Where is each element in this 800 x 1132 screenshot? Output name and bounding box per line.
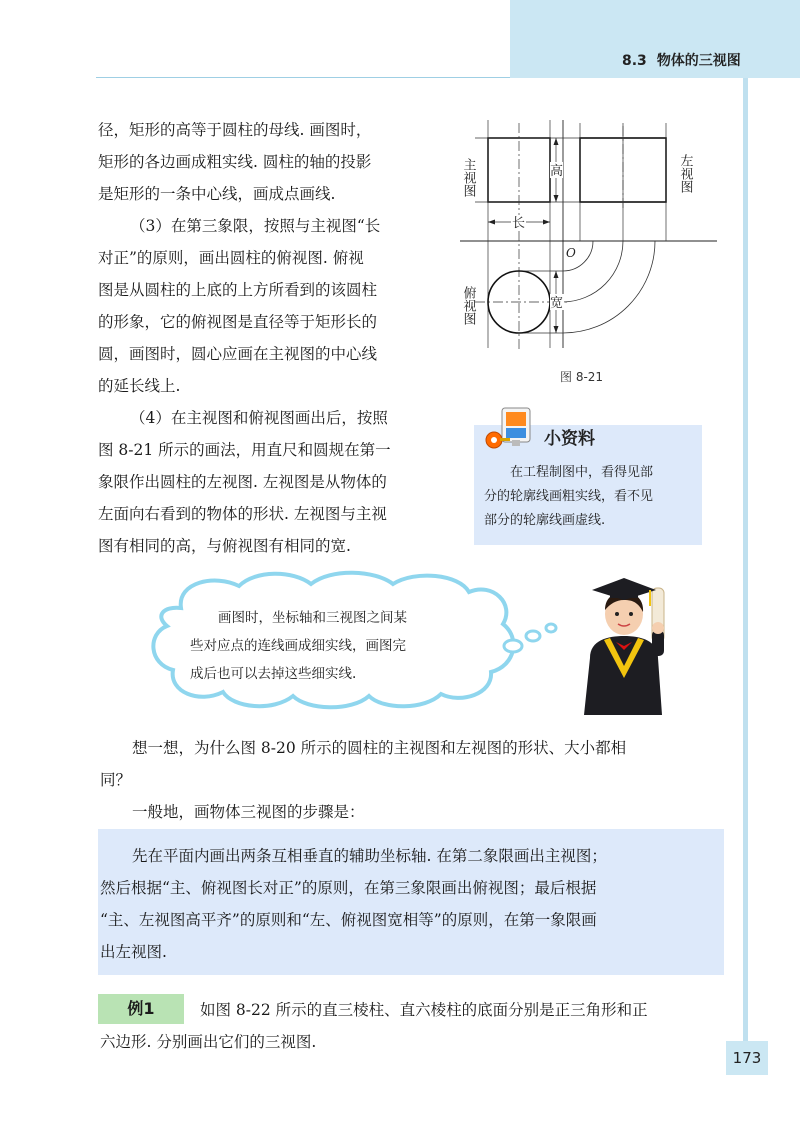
text-line: 如图 8-22 所示的直三棱柱、直六棱柱的底面分别是正三角形和正 xyxy=(200,1001,648,1019)
text-line: 径，矩形的高等于圆柱的母线. 画图时， xyxy=(98,121,372,139)
text-line: 左面向右看到的物体的形状. 左视图与主视 xyxy=(98,505,387,523)
text-line: 画图时，坐标轴和三视图之间某 xyxy=(218,610,407,626)
graduate-girl-illustration xyxy=(568,570,678,715)
text-line: 想一想，为什么图 8-20 所示的圆柱的主视图和左视图的形状、大小都相 xyxy=(132,739,627,757)
info-icon xyxy=(482,402,538,458)
example-text xyxy=(100,994,648,1058)
text-line: 图是从圆柱的上底的上方所看到的该圆柱 xyxy=(98,281,378,299)
label-top-view: 俯视图 xyxy=(460,286,476,325)
text-line: “主、左视图高平齐”的原则和“左、俯视图宽相等”的原则，在第一象限画 xyxy=(100,911,597,929)
text-line: 出左视图. xyxy=(100,943,167,961)
three-view-diagram xyxy=(455,118,725,356)
summary-text xyxy=(100,840,607,968)
text-line: 先在平面内画出两条互相垂直的辅助坐标轴. 在第二象限画出主视图； xyxy=(132,847,607,865)
column-text xyxy=(98,114,391,562)
text-line: 矩形的各边画成粗实线. 圆柱的轴的投影 xyxy=(98,153,372,171)
text-line: 的延长线上. xyxy=(98,377,181,395)
text-line: 是矩形的一条中心线，画成点画线. xyxy=(98,185,336,203)
section-heading xyxy=(622,50,741,70)
cloud-text xyxy=(190,604,407,688)
label-origin: O xyxy=(566,246,576,260)
text-line: 些对应点的连线画成细实线，画图完 xyxy=(190,638,406,654)
text-line: 象限作出圆柱的左视图. 左视图是从物体的 xyxy=(98,473,387,491)
label-left-view: 左视图 xyxy=(677,154,693,193)
page-number: 173 xyxy=(726,1041,768,1075)
header-rule xyxy=(96,77,510,78)
info-note-text xyxy=(484,461,696,533)
text-line: （3）在第三象限，按照与主视图“长 xyxy=(130,217,381,235)
text-line: 圆，画图时，圆心应画在主视图的中心线 xyxy=(98,345,378,363)
side-bar xyxy=(743,78,748,1068)
label-width: 宽 xyxy=(550,296,564,311)
text-line: 六边形. 分别画出它们的三视图. xyxy=(100,1033,317,1051)
text-line: 对正”的原则，画出圆柱的俯视图. 俯视 xyxy=(98,249,364,267)
figure-caption: 图 8-21 xyxy=(560,370,604,384)
section-number: 8.3 xyxy=(622,53,647,69)
text-line: 部分的轮廓线画虚线. xyxy=(484,513,606,528)
text-line: 同？ xyxy=(100,771,132,789)
label-length: 长 xyxy=(512,216,526,231)
text-line: 图有相同的高，与俯视图有相同的宽. xyxy=(98,537,351,555)
text-line: 的形象，它的俯视图是直径等于矩形长的 xyxy=(98,313,378,331)
text-line: 图 8-21 所示的画法，用直尺和圆规在第一 xyxy=(98,441,391,459)
label-front-view: 主视图 xyxy=(460,158,476,197)
info-note-title: 小资料 xyxy=(544,429,595,449)
text-line: 在工程制图中，看得见部 xyxy=(510,465,654,480)
label-height: 高 xyxy=(550,164,564,179)
example-tag: 例1 xyxy=(98,994,184,1024)
text-line: 成后也可以去掉这些细实线. xyxy=(190,666,357,682)
text-line: （4）在主视图和俯视图画出后，按照 xyxy=(130,409,388,427)
text-line: 一般地，画物体三视图的步骤是： xyxy=(132,803,365,821)
think-paragraph xyxy=(100,732,626,828)
text-line: 然后根据“主、俯视图长对正”的原则，在第三象限画出俯视图；最后根据 xyxy=(100,879,597,897)
text-line: 分的轮廓线画粗实线，看不见 xyxy=(484,489,654,504)
section-title: 物体的三视图 xyxy=(656,53,741,69)
